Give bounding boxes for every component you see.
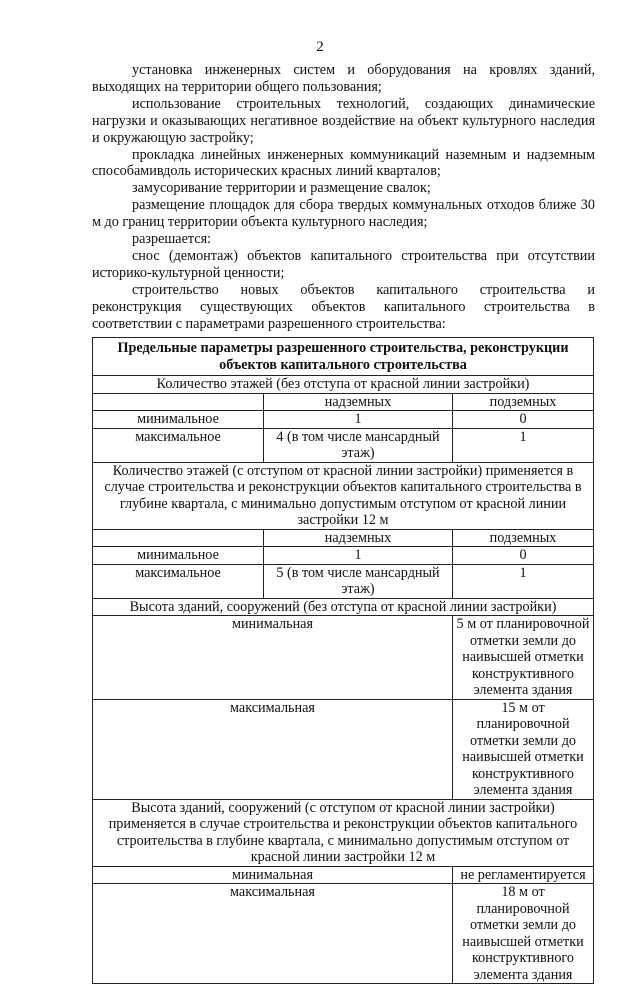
table-row [93,884,594,984]
row-label: минимальная [93,616,453,700]
row-label: максимальное [93,428,264,462]
floors-no-setback-heading: Количество этажей (без отступа от красной линии застройки) [93,376,594,394]
parameters-table [92,337,594,984]
row-label: минимальное [93,547,264,565]
cell-value: 1 [453,428,594,462]
section-heading-row [93,598,594,616]
table-row [93,411,594,429]
cell-value: 15 м от планировочной отметки земли до наивысшей отметки конструктивного элемента здания [453,699,594,799]
section-heading-row [93,799,594,866]
table-title: Предельные параметры разрешенного строительства, реконструкции объектов капитального строительства [93,338,594,376]
section-heading-row [93,462,594,529]
row-label: минимальная [93,866,453,884]
empty-cell [93,529,264,547]
table-row [93,529,594,547]
floors-setback-heading: Количество этажей (с отступом от красной линии застройки) применяется в случае строительства и реконструкции объектов капитального строительства в глубине квартала, с минимально допустимым отступом от красной линии застройки 12 м [93,462,594,529]
paragraph: прокладка линейных инженерных коммуникаций наземным и надземным способамивдоль исторических красных линий кварталов; [92,146,595,180]
cell-value: 18 м от планировочной отметки земли до наивысшей отметки конструктивного элемента здания [453,884,594,984]
row-label: максимальная [93,884,453,984]
cell-value: 5 (в том числе мансардный этаж) [264,564,453,598]
paragraph: использование строительных технологий, создающих динамические нагрузки и оказывающих негативное воздействие на объект культурного наследия и окружающую застройку; [92,95,595,146]
paragraph: размещение площадок для сбора твердых коммунальных отходов ближе 30 м до границ территории объекта культурного наследия; [92,197,595,231]
height-setback-heading: Высота зданий, сооружений (с отступом от красной линии застройки) применяется в случае строительства и реконструкции объектов капитального строительства в глубине квартала, с минимально допустимым отступом от красной линии застройки 12 м [93,799,594,866]
table-row [93,616,594,700]
table-row [93,699,594,799]
col-below-header: подземных [453,393,594,411]
paragraph: снос (демонтаж) объектов капитального строительства при отсутствии историко-культурной ценности; [92,247,595,281]
cell-value: не регламентируется [453,866,594,884]
paragraph: разрешается: [132,231,212,248]
col-below-header: подземных [453,529,594,547]
paragraph: строительство новых объектов капитального строительства и реконструкция существующих объектов капитального строительства в соответствии с параметрами разрешенного строительства: [92,281,595,332]
page-number: 2 [316,39,324,55]
table-row [93,866,594,884]
cell-value: 1 [264,547,453,565]
table-row [93,547,594,565]
col-above-header: надземных [264,393,453,411]
cell-value: 0 [453,411,594,429]
table-row [93,428,594,462]
cell-value: 0 [453,547,594,565]
table-row [93,564,594,598]
row-label: максимальная [93,699,453,799]
cell-value: 1 [453,564,594,598]
table-title-row [93,338,594,376]
body-text [92,62,595,333]
height-no-setback-heading: Высота зданий, сооружений (без отступа от красной линии застройки) [93,598,594,616]
paragraph: установка инженерных систем и оборудования на кровлях зданий, выходящих на территории общего пользования; [92,62,595,95]
row-label: максимальное [93,564,264,598]
cell-value: 5 м от планировочной отметки земли до наивысшей отметки конструктивного элемента здания [453,616,594,700]
empty-cell [93,393,264,411]
cell-value: 1 [264,411,453,429]
col-above-header: надземных [264,529,453,547]
paragraph: замусоривание территории и размещение свалок; [132,180,431,197]
cell-value: 4 (в том числе мансардный этаж) [264,428,453,462]
section-heading-row [93,376,594,394]
row-label: минимальное [93,411,264,429]
table-row [93,393,594,411]
